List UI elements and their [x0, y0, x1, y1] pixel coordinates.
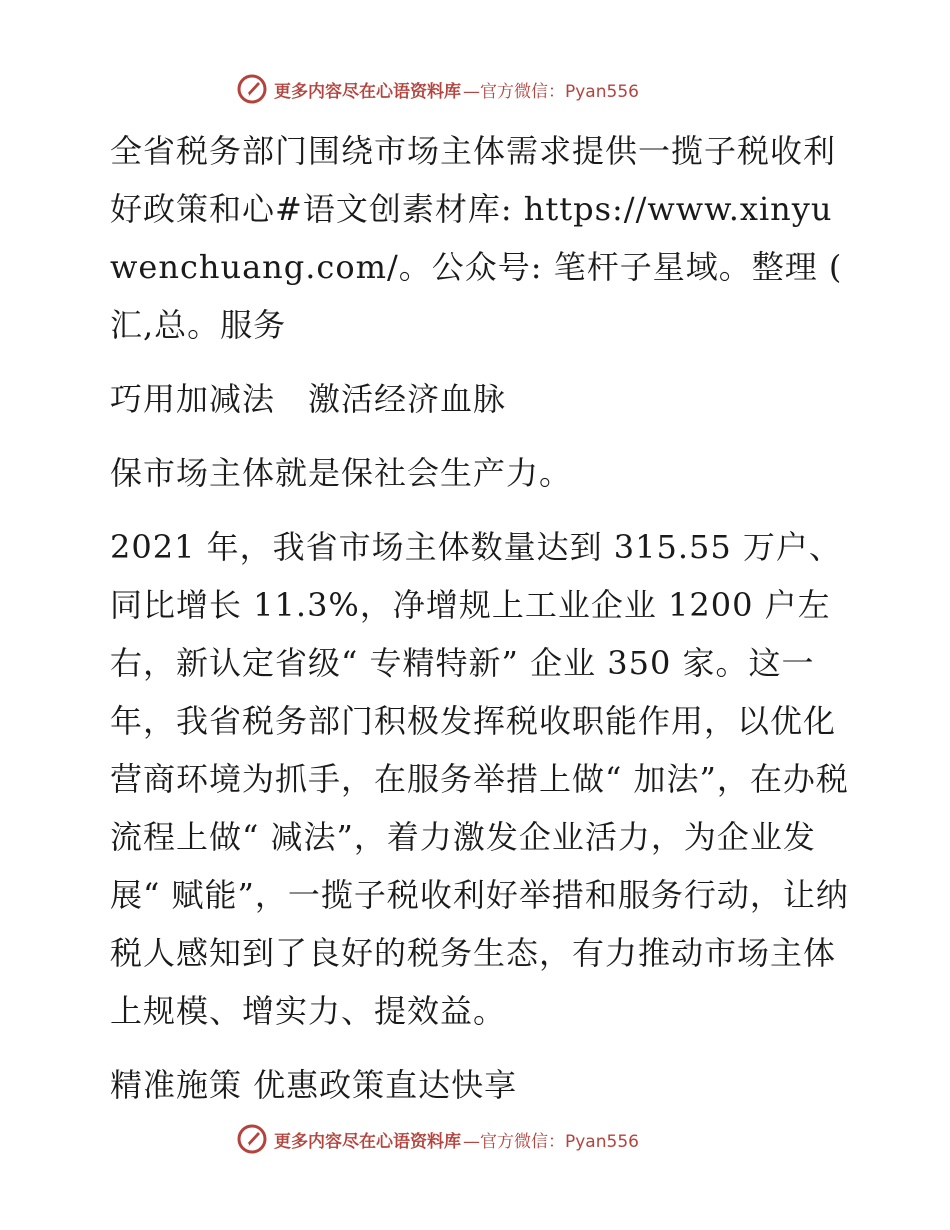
document-body — [98, 122, 858, 1114]
watermark-banner-top — [236, 72, 736, 106]
watermark-banner-bottom — [236, 1122, 736, 1156]
paragraph-market-entities: 保市场主体就是保社会生产力。 — [110, 454, 573, 492]
watermark-sub-text: —官方微信：Pyan556 — [463, 1131, 639, 1152]
watermark-sub-text: —官方微信：Pyan556 — [463, 81, 639, 102]
section-heading-add-subtract: 巧用加减法 激活经济血脉 — [110, 380, 507, 418]
logo-icon — [236, 73, 268, 105]
watermark-main-text: 更多内容尽在心语资料库 — [274, 1131, 461, 1152]
paragraph-intro: 全省税务部门围绕市场主体需求提供一揽子税收利好政策和心#语文创素材库: https://www.xinyuwenchuang.com/。公众号: 笔杆子星域。整理 ( 汇,总。服务 — [110, 132, 843, 344]
paragraph-2021-statistics: 2021 年，我省市场主体数量达到 315.55 万户、同比增长 11.3%，净增规上工业企业 1200 户左右，新认定省级“ 专精特新” 企业 350 家。这一年，我省税务部门积极发挥税收职能作用，以优化营商环境为抓手，在服务举措上做“ 加法”，在办税流程上做“ 减法”，着力激发企业活力，为企业发展“ 赋能”，一揽子税收利好举措和服务行动，让纳税人感知到了良好的税务生态，有力推动市场主体上规模、增实力、提效益。 — [110, 528, 849, 1030]
watermark-main-text: 更多内容尽在心语资料库 — [274, 81, 461, 102]
section-heading-precise-policy: 精准施策 优惠政策直达快享 — [110, 1066, 518, 1104]
logo-icon — [236, 1123, 268, 1155]
